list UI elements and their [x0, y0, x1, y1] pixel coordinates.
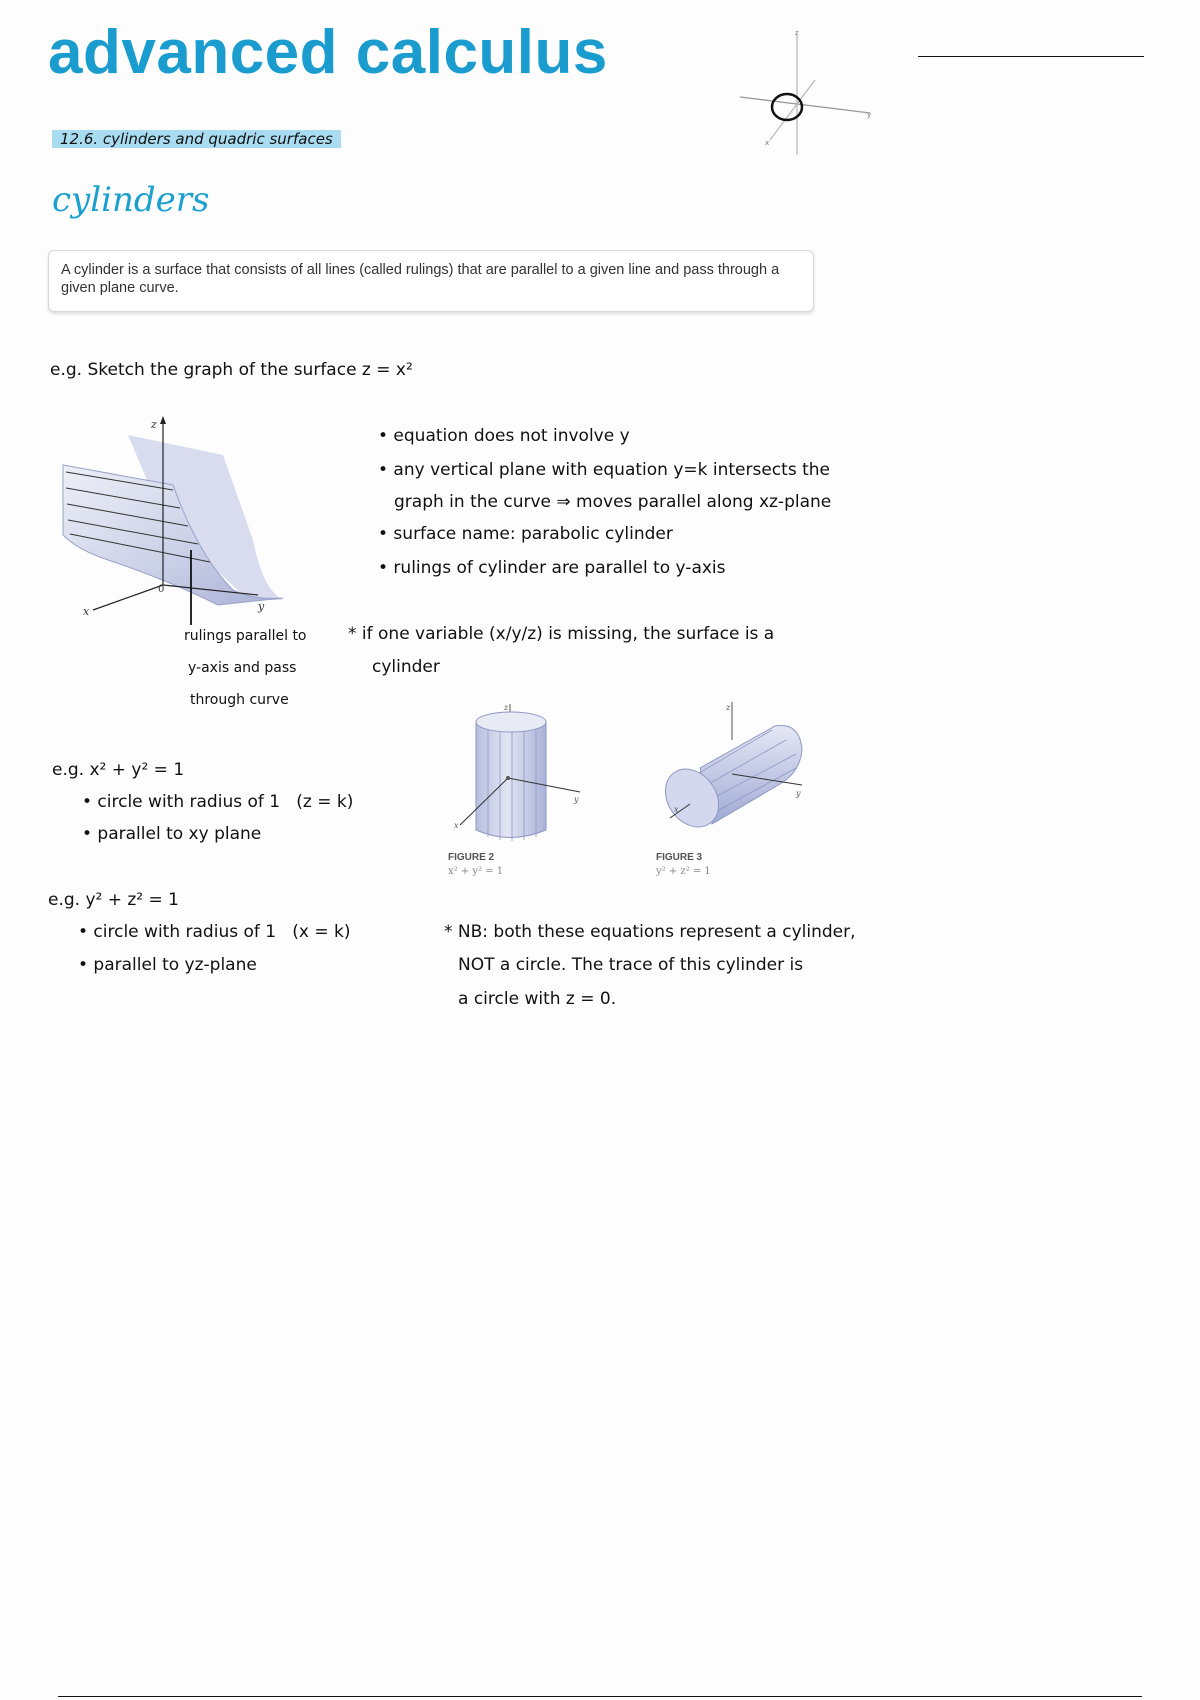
- figure2-cylinder: [448, 700, 593, 850]
- annotation-line-1: rulings parallel to: [184, 628, 307, 644]
- annotation-line-2: y-axis and pass: [188, 660, 297, 676]
- fig2-y-label: y: [574, 795, 579, 804]
- fig3-y-label: y: [796, 789, 801, 798]
- example1-prompt: e.g. Sketch the graph of the surface z = x²: [50, 360, 413, 380]
- example1-bullet-1: • equation does not involve y: [378, 426, 630, 446]
- example1-bullet-3: graph in the curve ⇒ moves parallel along xz-plane: [394, 492, 832, 512]
- axis-icon-x: x: [765, 139, 770, 147]
- footer-rule: [58, 1696, 1142, 1697]
- axis-icon-z: z: [795, 29, 799, 37]
- example3-eq: e.g. y² + z² = 1: [48, 890, 179, 910]
- axes-icon: [735, 25, 875, 160]
- example3-bullet-1: • circle with radius of 1 (x = k): [78, 922, 351, 942]
- note2-line-2: NOT a circle. The trace of this cylinder is: [458, 955, 804, 975]
- note1-line-2: cylinder: [372, 657, 440, 677]
- example2-bullet-1: • circle with radius of 1 (z = k): [82, 792, 354, 812]
- section-tag: 12.6. cylinders and quadric surfaces: [52, 130, 341, 148]
- header-rule: [918, 56, 1144, 57]
- example1-bullet-4: • surface name: parabolic cylinder: [378, 524, 673, 544]
- fig3-x-label: x: [674, 805, 679, 814]
- note1-line-1: * if one variable (x/y/z) is missing, the surface is a: [348, 624, 775, 644]
- example2-eq: e.g. x² + y² = 1: [52, 760, 185, 780]
- fig1-z-label: z: [151, 418, 157, 431]
- fig1-x-label: x: [83, 605, 90, 618]
- fig3-z-label: z: [726, 703, 731, 712]
- definition-text: A cylinder is a surface that consists of all lines (called rulings) that are parallel to a given line and pass through a given plane curve.: [61, 262, 780, 296]
- fig2-z-label: z: [504, 703, 509, 712]
- note2-line-1: * NB: both these equations represent a cylinder,: [444, 922, 856, 942]
- example1-bullet-2: • any vertical plane with equation y=k intersects the: [378, 460, 830, 480]
- fig1-y-label: y: [258, 600, 265, 613]
- axis-icon-y: y: [867, 111, 872, 119]
- page-title: advanced calculus: [48, 18, 608, 87]
- figure2-caption: FIGURE 2: [448, 852, 495, 863]
- fig1-origin-label: 0: [158, 584, 165, 595]
- definition-box: [48, 250, 814, 312]
- parabolic-cylinder-figure: [48, 410, 298, 625]
- fig2-x-label: x: [454, 821, 459, 830]
- example3-bullet-2: • parallel to yz-plane: [78, 955, 257, 975]
- figure3-caption: FIGURE 3: [656, 852, 703, 863]
- section-heading: cylinders: [52, 180, 210, 220]
- example1-bullet-5: • rulings of cylinder are parallel to y-axis: [378, 558, 726, 578]
- figure3-equation: y² + z² = 1: [656, 866, 711, 877]
- note2-line-3: a circle with z = 0.: [458, 989, 617, 1009]
- figure2-equation: x² + y² = 1: [448, 866, 504, 877]
- annotation-line-3: through curve: [190, 692, 289, 708]
- example2-bullet-2: • parallel to xy plane: [82, 824, 262, 844]
- figure3-cylinder: [650, 700, 820, 850]
